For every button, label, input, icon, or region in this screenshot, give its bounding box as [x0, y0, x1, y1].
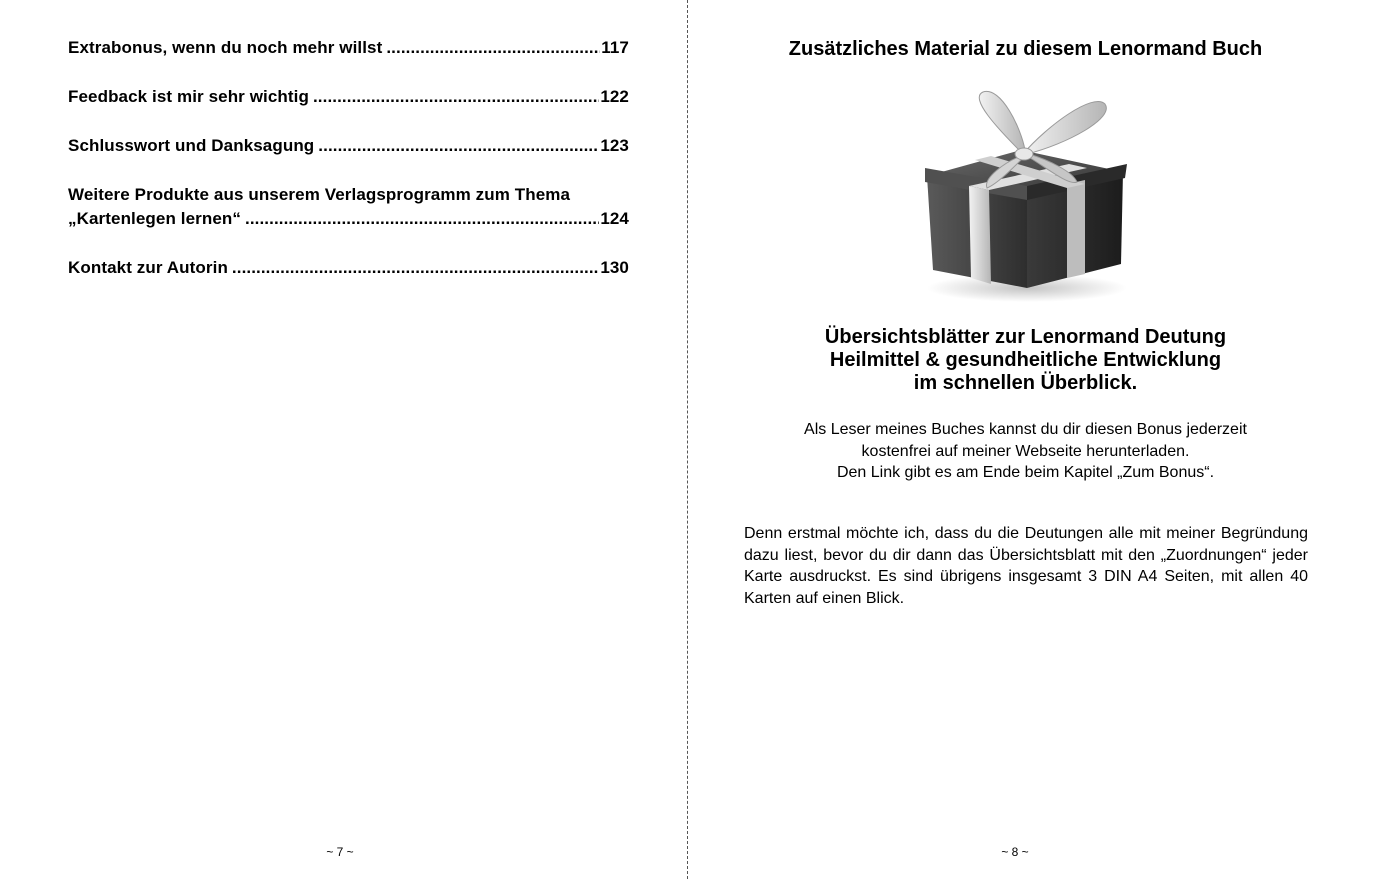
bonus-heading-line: Heilmittel & gesundheitliche Entwicklung [829, 349, 1222, 371]
bonus-description-line: Den Link gibt es am Ende beim Kapitel „Zum Bonus“. [836, 464, 1215, 481]
toc-entry-title: „Kartenlegen lernen“ [68, 209, 241, 228]
page-number-left: ~ 7 ~ [326, 845, 354, 859]
toc-line [68, 183, 629, 207]
page-divider [687, 0, 688, 879]
bonus-description [744, 419, 1307, 484]
bonus-description-line: kostenfrei auf meiner Webseite herunterladen. [861, 442, 1190, 460]
toc-line [68, 36, 629, 60]
toc-dot-leader [386, 36, 600, 60]
gift-box-icon [917, 88, 1133, 304]
toc-entry-page: 124 [600, 209, 629, 228]
toc-line [68, 85, 629, 109]
toc-entry-title: Schlusswort und Danksagung [68, 136, 315, 155]
toc-entry-page: 122 [600, 87, 629, 106]
toc-entry-title: Extrabonus, wenn du noch mehr willst [68, 38, 383, 57]
toc-entry[interactable] [68, 85, 629, 109]
toc-entry-title: Kontakt zur Autorin [68, 258, 228, 277]
toc-entry-title: Weitere Produkte aus unserem Verlagsprogramm zum Thema [68, 185, 571, 204]
toc-line [68, 207, 629, 231]
table-of-contents [68, 36, 629, 305]
toc-entry[interactable] [68, 36, 629, 60]
toc-entry[interactable] [68, 134, 629, 158]
toc-entry-page: 123 [600, 136, 629, 155]
gift-box-image [917, 88, 1133, 304]
toc-dot-leader [232, 256, 599, 280]
toc-entry-page: 117 [601, 38, 629, 57]
bonus-description-line: Als Leser meines Buches kannst du dir diesen Bonus jederzeit [804, 421, 1247, 438]
toc-entry[interactable] [68, 183, 629, 231]
body-paragraph: Denn erstmal möchte ich, dass du die Deutungen alle mit meiner Begründung dazu liest, bevor du dir dann das Übersichtsblatt mit den „Zuordnungen“ jeder Karte ausdruckst. Es sind übrigens insgesamt 3 DIN A4 Seiten, mit allen 40 Karten auf einen Blick. [744, 525, 1308, 607]
toc-line [68, 256, 629, 280]
toc-entry-title: Feedback ist mir sehr wichtig [68, 87, 309, 106]
toc-entry[interactable] [68, 256, 629, 280]
toc-dot-leader [313, 85, 599, 109]
toc-dot-leader [318, 134, 599, 158]
section-title: Zusätzliches Material zu diesem Lenormand Buch [788, 38, 1263, 60]
toc-dot-leader [245, 207, 599, 231]
toc-line [68, 134, 629, 158]
bonus-heading-line: Übersichtsblätter zur Lenormand Deutung [824, 326, 1227, 348]
bonus-heading-line: im schnellen Überblick. [913, 372, 1138, 394]
bonus-heading [744, 326, 1307, 395]
page-number-right: ~ 8 ~ [1001, 845, 1029, 859]
toc-entry-page: 130 [600, 258, 629, 277]
